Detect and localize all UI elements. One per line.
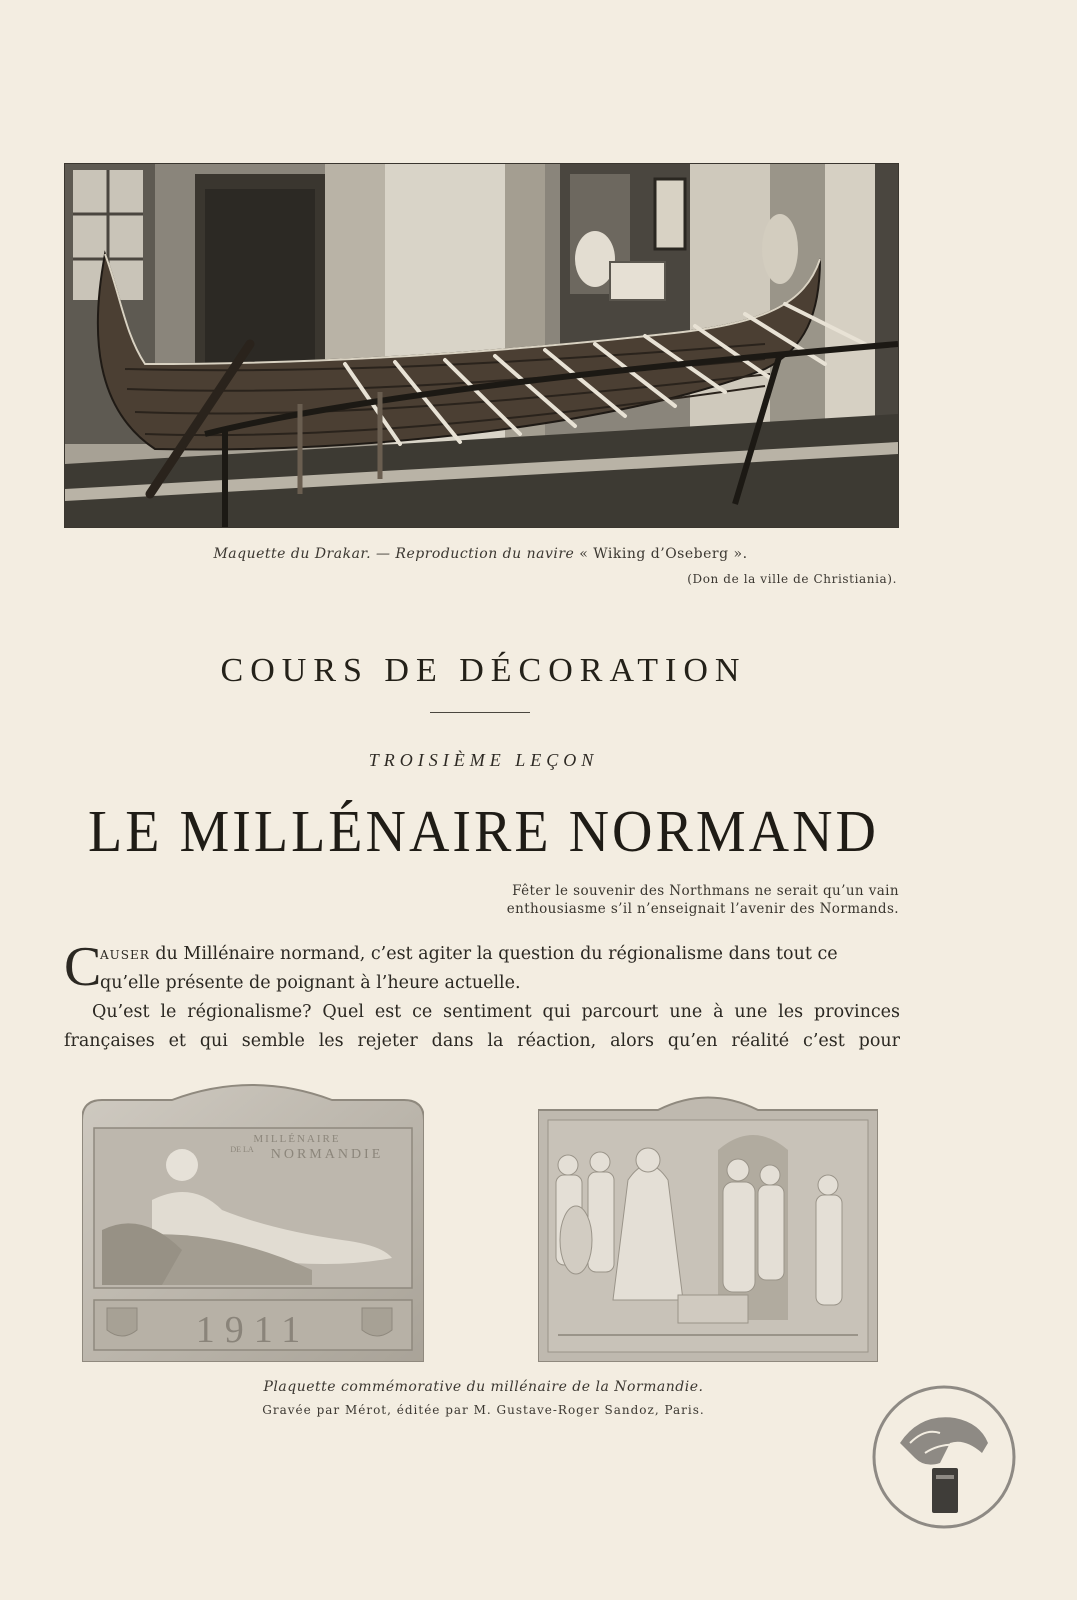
article-title: LE MILLÉNAIRE NORMAND (88, 799, 879, 865)
photo-caption (64, 546, 897, 562)
article-body (64, 936, 900, 1056)
paragraph-text: du Millénaire normand, c’est agiter la question du régionalisme dans tout ce qu’elle présente de poignant à l’heure actuelle. (100, 944, 838, 993)
lead-word: auser (100, 944, 150, 964)
photo-caption-title: Maquette du Drakar. — Reproduction du navire (213, 546, 575, 562)
photo-caption-ship-name: « Wiking d’Oseberg ». (579, 546, 748, 562)
drop-cap: C (64, 936, 102, 998)
commemorative-plaque-left (82, 1080, 424, 1362)
epigraph-line: Fêter le souvenir des Northmans ne serait qu’un vain (512, 883, 899, 899)
photo-caption-credit: (Don de la ville de Christiania). (687, 572, 897, 586)
epigraph (429, 882, 899, 918)
heading-divider (430, 712, 530, 713)
paragraph: Qu’est le régionalisme? Quel est ce sentiment qui parcourt une à une les provinces françaises et qui semble les rejeter dans la réaction, alors qu’en réalité c’est pour (64, 1002, 900, 1051)
lesson-subtitle: TROISIÈME LEÇON (368, 750, 599, 770)
section-heading: COURS DE DÉCORATION (220, 652, 747, 689)
plaque-year: 1911 (195, 1309, 311, 1351)
epigraph-line: enthousiasme s’il n’enseignait l’avenir des Normands. (506, 901, 899, 917)
paragraph (64, 936, 900, 998)
plaque-inscription-line: NORMANDIE (270, 1147, 384, 1162)
commemorative-plaque-right (538, 1090, 878, 1362)
plaques-caption-credit: Gravée par Mérot, éditée par M. Gustave-Roger Sandoz, Paris. (262, 1403, 705, 1417)
plaque-inscription-line: MILLÉNAIRE (253, 1133, 341, 1145)
drakkar-photo (64, 163, 899, 528)
plaque-inscription-line: DE LA (230, 1145, 254, 1154)
plaques-caption: Plaquette commémorative du millénaire de la Normandie. (263, 1379, 704, 1395)
library-stamp-icon (870, 1383, 1018, 1531)
